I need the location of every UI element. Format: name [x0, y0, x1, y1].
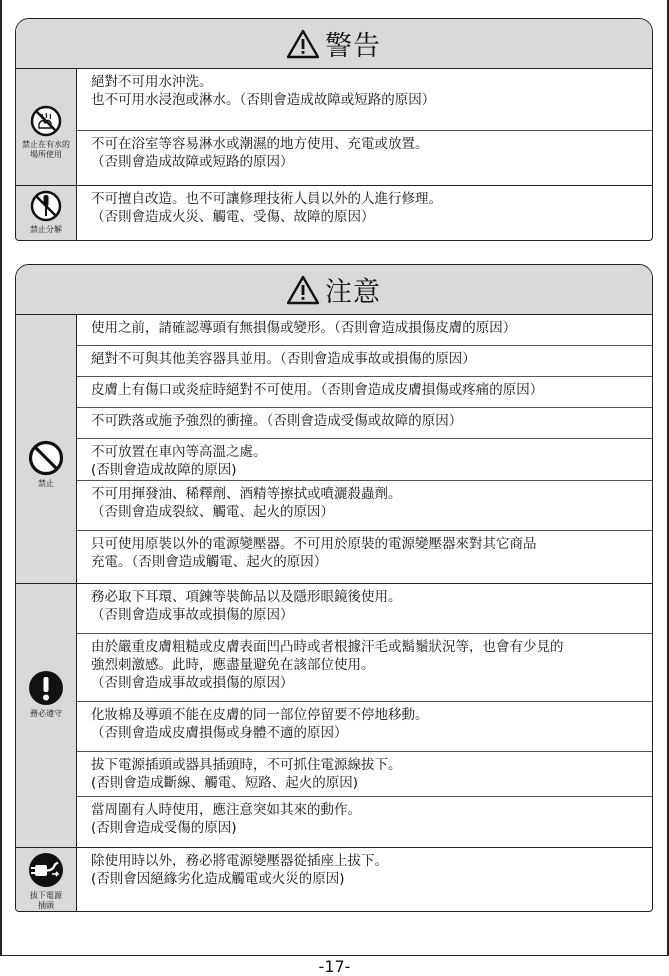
- icon-block: [16, 105, 76, 160]
- icon-column: [16, 186, 77, 240]
- icon-label: [16, 891, 76, 911]
- no-water-icon: [16, 105, 76, 137]
- icon-label-line: 禁止: [38, 479, 54, 488]
- item-text-line: (否則會造成斷線、觸電、短路、起火的原因): [91, 775, 359, 791]
- item-text-line: （否則會造成裂紋、觸電、起火的原因）: [91, 504, 334, 520]
- text-column: [77, 186, 652, 240]
- caution-item: [77, 408, 652, 439]
- caution-group-unplug: [16, 848, 652, 911]
- item-text-line: 強烈刺激感。此時，應盡量避免在該部位使用。: [91, 657, 375, 673]
- item-text-line: 也不可用水浸泡或淋水。（否則會造成故障或短路的原因）: [91, 92, 436, 108]
- item-text-line: 由於嚴重皮膚粗糙或皮膚表面凹凸時或者根據汗毛或鬍鬚狀況等，也會有少見的: [91, 639, 564, 655]
- caution-group-mandatory: [16, 584, 652, 848]
- mandatory-icon: [16, 670, 76, 706]
- text-column: [77, 69, 652, 185]
- unplug-icon: [16, 852, 76, 888]
- item-text-line: (否則會造成故障的原因): [91, 462, 237, 478]
- icon-block: [16, 852, 76, 911]
- caution-item: [77, 377, 652, 408]
- item-text-line: 不可跌落或施予強烈的衝撞。（否則會造成受傷或故障的原因）: [91, 413, 463, 429]
- item-text-line: 不可放置在車內等高溫之處。: [91, 444, 267, 460]
- icon-block: [16, 190, 76, 235]
- item-text-line: 不可擅自改造。也不可讓修理技術人員以外的人進行修理。: [91, 191, 442, 207]
- icon-label-line: 場所使用: [30, 150, 62, 159]
- item-text-line: 化妝棉及導頭不能在皮膚的同一部位停留要不停地移動。: [91, 707, 429, 723]
- item-text-line: 不可在浴室等容易淋水或潮濕的地方使用、充電或放置。: [91, 136, 429, 152]
- caution-item: [77, 315, 652, 346]
- warning-item: [77, 131, 652, 185]
- warning-item: [77, 186, 652, 240]
- caution-item: [77, 702, 652, 752]
- page-frame-left: [0, 0, 2, 955]
- item-text-line: （否則會造成事故或損傷的原因）: [91, 675, 294, 691]
- caution-item: [77, 634, 652, 702]
- page-frame-bottom: [0, 955, 669, 956]
- item-text-line: 充電。（否則會造成觸電、起火的原因）: [91, 554, 328, 570]
- item-text-line: 當周圍有人時使用，應注意突如其來的動作。: [91, 802, 361, 818]
- item-text-line: 只可使用原裝以外的電源變壓器。不可用於原裝的電源變壓器來對其它商品: [91, 536, 537, 552]
- no-disassemble-icon: [16, 190, 76, 222]
- item-text-line: (否則會因絕緣劣化造成觸電或火災的原因): [91, 871, 345, 887]
- icon-block: [16, 440, 76, 489]
- item-text-line: 絕對不可與其他美容器具並用。（否則會造成事故或損傷的原因）: [91, 351, 476, 367]
- caution-title: 注意: [325, 277, 381, 308]
- caution-item: [77, 752, 652, 797]
- item-text-line: （否則會造成事故或損傷的原因）: [91, 607, 294, 623]
- icon-label: [16, 225, 76, 235]
- page-number: -17-: [318, 957, 351, 976]
- icon-label-line: 禁止在有水的: [22, 140, 70, 149]
- caution-item: [77, 848, 652, 911]
- warning-item: [77, 69, 652, 131]
- icon-column: [16, 848, 77, 911]
- item-text-line: （否則會造成火災、觸電、受傷、故障的原因）: [91, 209, 375, 225]
- item-text-line: 絕對不可用水沖洗。: [91, 74, 213, 90]
- icon-label-line: 拔下電源: [30, 891, 62, 900]
- item-text-line: 使用之前，請確認導頭有無損傷或變形。（否則會造成損傷皮膚的原因）: [91, 320, 517, 336]
- text-column: [77, 848, 652, 911]
- text-column: [77, 315, 652, 583]
- warning-header: [16, 19, 652, 69]
- warning-triangle-icon: [287, 29, 319, 59]
- item-text-line: 務必取下耳環、項鍊等裝飾品以及隱形眼鏡後使用。: [91, 589, 402, 605]
- caution-box: [15, 264, 653, 912]
- icon-block: [16, 670, 76, 719]
- icon-label-line: 插頭: [38, 901, 54, 910]
- item-text-line: （否則會造成故障或短路的原因）: [91, 154, 294, 170]
- text-column: [77, 584, 652, 847]
- warning-triangle-icon: [287, 275, 319, 305]
- icon-column: [16, 69, 77, 185]
- item-text-line: （否則會造成皮膚損傷或身體不適的原因）: [91, 725, 348, 741]
- caution-item: [77, 346, 652, 377]
- prohibited-icon: [16, 440, 76, 476]
- warning-group-no-water: [16, 69, 652, 186]
- icon-column: [16, 584, 77, 847]
- warning-box: [15, 18, 653, 241]
- caution-item: [77, 439, 652, 481]
- caution-item: [77, 797, 652, 847]
- item-text-line: 除使用時以外，務必將電源變壓器從插座上拔下。: [91, 853, 388, 869]
- icon-label-line: 禁止分解: [30, 225, 62, 234]
- icon-label: [16, 709, 76, 719]
- item-text-line: 皮膚上有傷口或炎症時絕對不可使用。（否則會造成皮膚損傷或疼痛的原因）: [91, 382, 544, 398]
- caution-item: [77, 584, 652, 634]
- item-text-line: 不可用揮發油、稀釋劑、酒精等擦拭或噴灑殺蟲劑。: [91, 486, 402, 502]
- caution-header: [16, 265, 652, 315]
- caution-item: [77, 481, 652, 531]
- icon-label: [16, 140, 76, 160]
- item-text-line: 拔下電源插頭或器具插頭時，不可抓住電源線拔下。: [91, 757, 402, 773]
- caution-group-prohibited: [16, 315, 652, 584]
- warning-group-no-disassemble: [16, 186, 652, 240]
- icon-column: [16, 315, 77, 583]
- icon-label: [16, 479, 76, 489]
- item-text-line: (否則會造成受傷的原因): [91, 820, 237, 836]
- icon-label-line: 務必遵守: [30, 709, 62, 718]
- caution-item: [77, 531, 652, 583]
- warning-title: 警告: [325, 31, 381, 62]
